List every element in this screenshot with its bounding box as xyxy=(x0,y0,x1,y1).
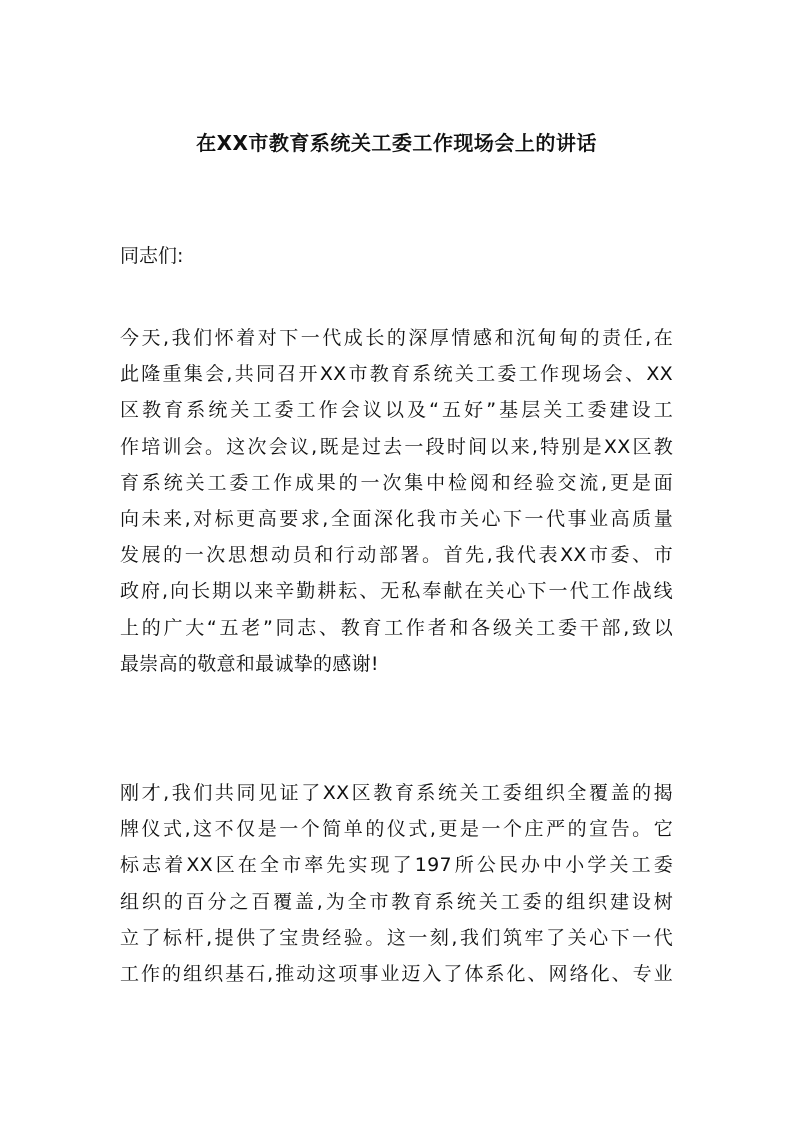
paragraph-line: 区教育系统关工委工作会议以及“五好”基层关工委建设工 xyxy=(120,399,673,422)
paragraph-line: 向未来,对标更高要求,全面深化我市关心下一代事业高质量 xyxy=(120,508,673,531)
paragraph-line: 工作的组织基石,推动这项事业迈入了体系化、网络化、专业 xyxy=(120,963,673,986)
paragraph-line: 政府,向长期以来辛勤耕耘、无私奉献在关心下一代工作战线 xyxy=(120,580,673,603)
paragraph-line: 刚才,我们共同见证了XX区教育系统关工委组织全覆盖的揭 xyxy=(120,782,673,804)
salutation: 同志们: xyxy=(120,245,184,267)
paragraph-1 xyxy=(120,320,673,682)
paragraph-line: 组织的百分之百覆盖,为全市教育系统关工委的组织建设树 xyxy=(120,890,673,913)
paragraph-2 xyxy=(120,775,673,992)
document-title: 在XX市教育系统关工委工作现场会上的讲话 xyxy=(196,131,597,155)
paragraph-line: 标志着XX区在全市率先实现了197所公民办中小学关工委 xyxy=(120,854,673,877)
paragraph-line: 作培训会。这次会议,既是过去一段时间以来,特别是XX区教 xyxy=(120,435,673,458)
paragraph-line: 发展的一次思想动员和行动部署。首先,我代表XX市委、市 xyxy=(120,544,673,567)
paragraph-line: 此隆重集会,共同召开XX市教育系统关工委工作现场会、XX xyxy=(120,363,673,386)
paragraph-line: 育系统关工委工作成果的一次集中检阅和经验交流,更是面 xyxy=(120,471,673,494)
paragraph-line: 最崇高的敬意和最诚挚的感谢! xyxy=(120,652,379,675)
paragraph-line: 牌仪式,这不仅是一个简单的仪式,更是一个庄严的宣告。它 xyxy=(120,818,673,841)
paragraph-line: 上的广大“五老”同志、教育工作者和各级关工委干部,致以 xyxy=(120,616,673,639)
paragraph-line: 今天,我们怀着对下一代成长的深厚情感和沉甸甸的责任,在 xyxy=(120,327,673,349)
paragraph-line: 立了标杆,提供了宝贵经验。这一刻,我们筑牢了关心下一代 xyxy=(120,926,673,949)
